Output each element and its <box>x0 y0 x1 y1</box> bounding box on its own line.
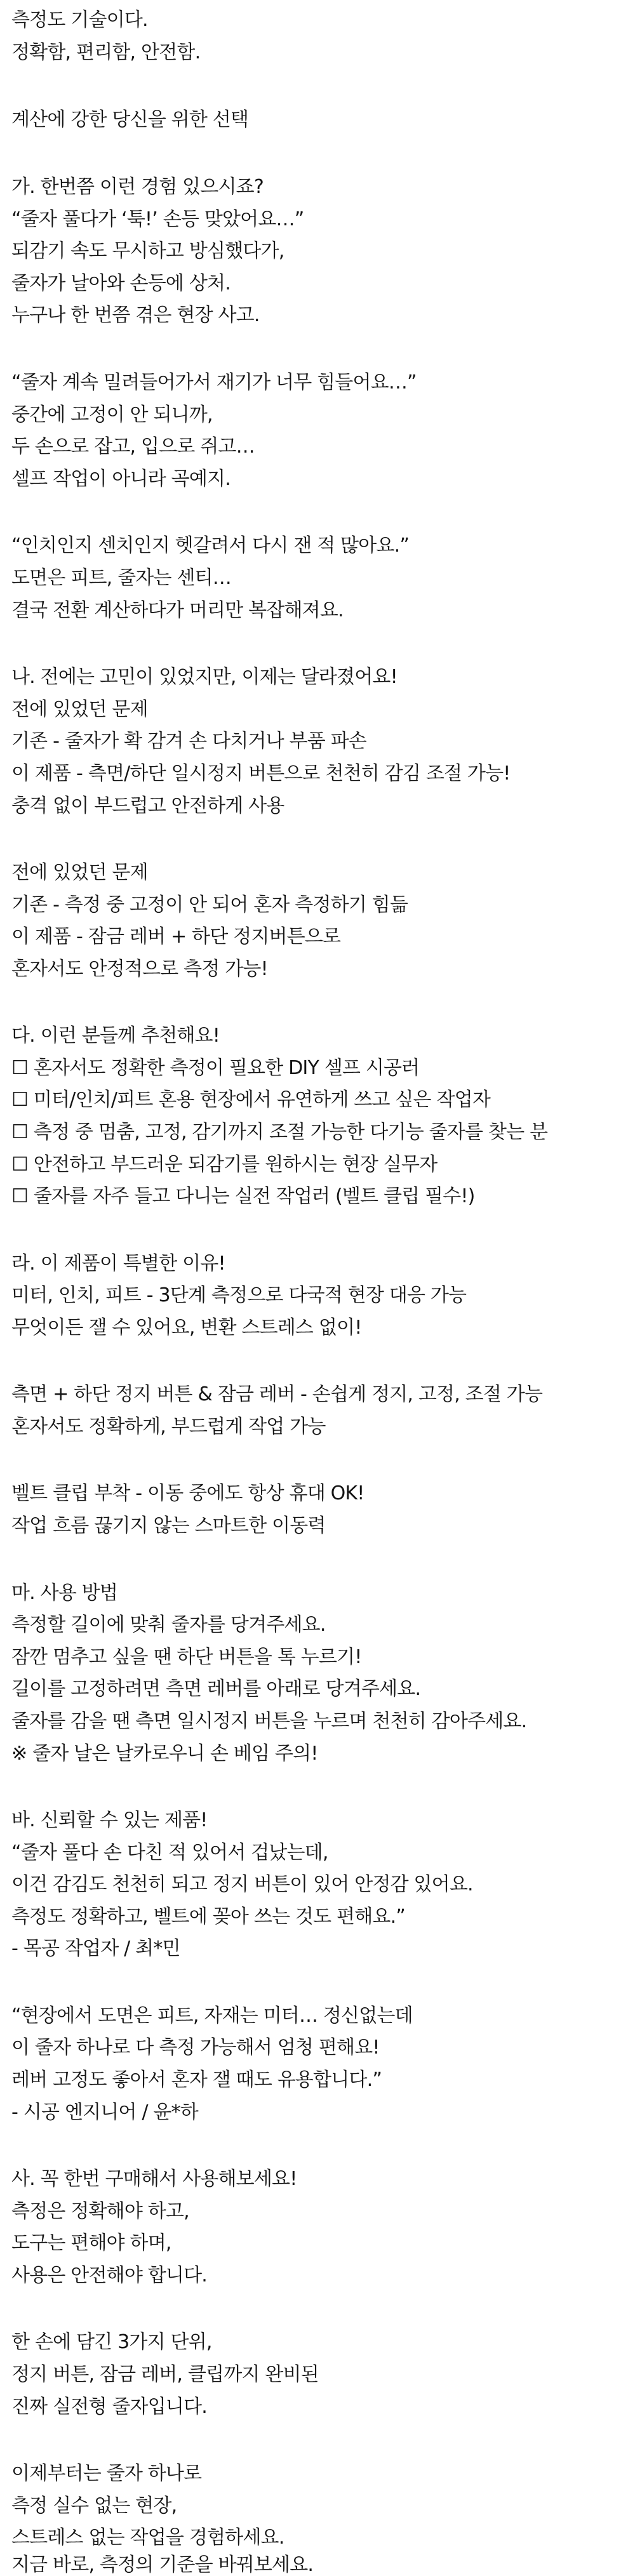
text-line: 결국 전환 계산하다가 머리만 복잡해져요. <box>11 599 344 621</box>
text-line: 길이를 고정하려면 측면 레버를 아래로 당겨주세요. <box>11 1678 421 1700</box>
text-line: 줄자가 날아와 손등에 상처. <box>11 272 231 295</box>
checklist-item: ☐ 안전하고 부드러운 되감기를 원하시는 현장 실무자 <box>11 1153 438 1176</box>
text-line: 혼자서도 정확하게, 부드럽게 작업 가능 <box>11 1416 326 1438</box>
checklist-item: ☐ 줄자를 자주 들고 다니는 실전 작업러 (벨트 클립 필수!) <box>11 1185 475 1207</box>
intro-line: 정확함, 편리함, 안전함. <box>11 41 201 63</box>
text-line: 전에 있었던 문제 <box>11 698 148 720</box>
text-line: 기존 - 줄자가 확 감겨 손 다치거나 부품 파손 <box>11 730 366 752</box>
text-line: 되감기 속도 무시하고 방심했다가, <box>11 240 284 262</box>
review-quote: “현장에서 도면은 피트, 자재는 미터… 정신없는데 <box>11 2005 413 2027</box>
review-quote: 측정도 정확하고, 벨트에 꽂아 쓰는 것도 편해요.” <box>11 1906 406 1928</box>
text-line: 정지 버튼, 잠금 레버, 클립까지 완비된 <box>11 2363 319 2386</box>
text-line: 미터, 인치, 피트 - 3단계 측정으로 다국적 현장 대응 가능 <box>11 1284 467 1306</box>
review-quote: “줄자 풀다 손 다친 적 있어서 겁났는데, <box>11 1842 328 1864</box>
text-line: “줄자 풀다가 ‘툭!’ 손등 맞았어요…” <box>11 208 304 230</box>
text-line: 측정할 길이에 맞춰 줄자를 당겨주세요. <box>11 1614 326 1636</box>
text-line: 이 제품 - 잠금 레버 + 하단 정지버튼으로 <box>11 926 341 948</box>
checklist-item: ☐ 혼자서도 정확한 측정이 필요한 DIY 셀프 시공러 <box>11 1057 420 1079</box>
section-heading: 가. 한번쯤 이런 경험 있으시죠? <box>11 176 264 198</box>
text-line: 두 손으로 잡고, 입으로 쥐고… <box>11 435 255 458</box>
section-heading: 다. 이런 분들께 추천해요! <box>11 1025 220 1047</box>
text-line: 충격 없이 부드럽고 안전하게 사용 <box>11 795 284 817</box>
section-heading: 라. 이 제품이 특별한 이유! <box>11 1252 225 1275</box>
text-line: 혼자서도 안정적으로 측정 가능! <box>11 958 268 980</box>
text-line: 중간에 고정이 안 되니까, <box>11 404 213 426</box>
review-quote: 이건 감김도 천천히 되고 정지 버튼이 있어 안정감 있어요. <box>11 1873 473 1895</box>
text-line: 벨트 클립 부착 - 이동 중에도 항상 휴대 OK! <box>11 1482 364 1504</box>
text-line: 이제부터는 줄자 하나로 <box>11 2462 202 2485</box>
checklist-item: ☐ 측정 중 멈춤, 고정, 감기까지 조절 가능한 다기능 줄자를 찾는 분 <box>11 1121 548 1143</box>
text-line: 줄자를 감을 땐 측면 일시정지 버튼을 누르며 천천히 감아주세요. <box>11 1710 527 1732</box>
section-heading: 마. 사용 방법 <box>11 1582 118 1604</box>
text-line: 무엇이든 잴 수 있어요, 변환 스트레스 없이! <box>11 1317 362 1339</box>
text-line: 측정은 정확해야 하고, <box>11 2200 189 2222</box>
text-line: 기존 - 측정 중 고정이 안 되어 혼자 측정하기 힘듦 <box>11 894 408 916</box>
section-heading: 사. 꼭 한번 구매해서 사용해보세요! <box>11 2168 297 2190</box>
checklist-item: ☐ 미터/인치/피트 혼용 현장에서 유연하게 쓰고 싶은 작업자 <box>11 1089 491 1111</box>
text-line: 이 제품 - 측면/하단 일시정지 버튼으로 천천히 감김 조절 가능! <box>11 762 511 785</box>
text-line: “줄자 계속 밀려들어가서 재기가 너무 힘들어요…” <box>11 371 417 394</box>
review-quote: 레버 고정도 좋아서 혼자 잴 때도 유용합니다.” <box>11 2069 382 2091</box>
section-heading: 나. 전에는 고민이 있었지만, 이제는 달라졌어요! <box>11 666 398 688</box>
text-line: 진짜 실전형 줄자입니다. <box>11 2396 208 2418</box>
review-quote: 이 줄자 하나로 다 측정 가능해서 엄청 편해요! <box>11 2036 380 2059</box>
text-line: 측면 + 하단 정지 버튼 & 잠금 레버 - 손쉽게 정지, 고정, 조절 가능 <box>11 1383 543 1405</box>
text-line: 한 손에 담긴 3가지 단위, <box>11 2331 212 2353</box>
text-line: 도구는 편해야 하며, <box>11 2232 171 2254</box>
text-line: 셀프 작업이 아니라 곡예지. <box>11 468 231 490</box>
intro-line: 측정도 기술이다. <box>11 9 148 31</box>
review-author: - 시공 엔지니어 / 윤*하 <box>11 2101 198 2123</box>
section-heading: 바. 신뢰할 수 있는 제품! <box>11 1809 208 1831</box>
text-line: 작업 흐름 끊기지 않는 스마트한 이동력 <box>11 1515 326 1537</box>
text-line: 누구나 한 번쯤 겪은 현장 사고. <box>11 304 260 326</box>
closing-line: 지금 바로, 측정의 기준을 바꿔보세요. <box>11 2554 314 2576</box>
warning-note: ※ 줄자 날은 날카로우니 손 베임 주의! <box>11 1743 318 1765</box>
text-line: 도면은 피트, 줄자는 센티… <box>11 567 231 589</box>
text-line: 스트레스 없는 작업을 경험하세요. <box>11 2526 284 2549</box>
review-author: - 목공 작업자 / 최*민 <box>11 1937 180 1960</box>
text-line: 전에 있었던 문제 <box>11 861 148 884</box>
text-line: 잠깐 멈추고 싶을 땐 하단 버튼을 톡 누르기! <box>11 1646 362 1668</box>
text-line: 측정 실수 없는 현장, <box>11 2495 177 2517</box>
text-line: “인치인지 센치인지 헷갈려서 다시 잰 적 많아요.” <box>11 534 410 557</box>
intro-headline: 계산에 강한 당신을 위한 선택 <box>11 109 249 131</box>
text-line: 사용은 안전해야 합니다. <box>11 2264 208 2287</box>
